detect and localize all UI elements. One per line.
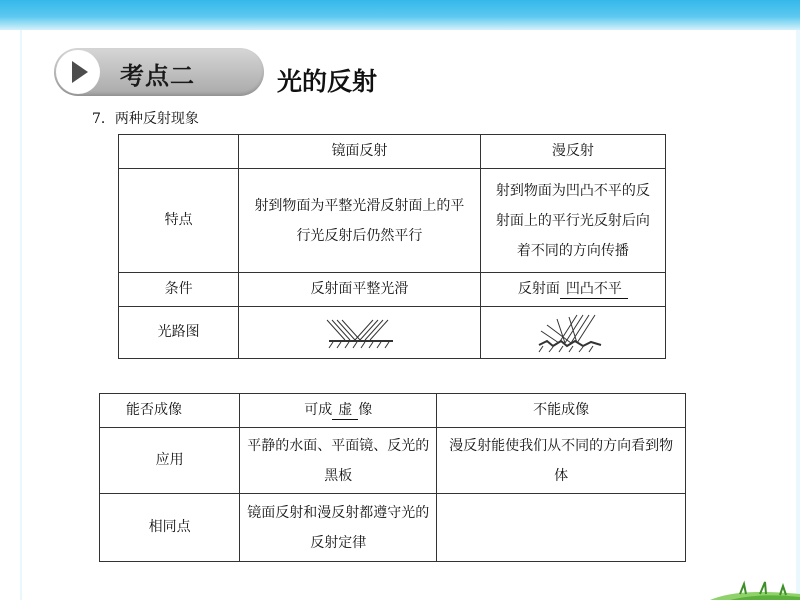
reflection-comparison-table	[118, 134, 666, 359]
application-diffuse-cell: 漫反射能使我们从不同的方向看到物体	[437, 428, 686, 494]
image-specular-suffix: 像	[358, 402, 373, 418]
specular-diagram-cell	[239, 307, 480, 359]
badge-label: 考点二	[120, 62, 195, 90]
row-label-image: 能否成像	[100, 394, 240, 428]
specular-reflection-diagram	[319, 316, 399, 350]
left-border	[20, 30, 22, 600]
common-empty-cell	[437, 494, 686, 562]
application-specular-cell: 平静的水面、平面镜、反光的黑板	[240, 428, 437, 494]
column-header-specular: 镜面反射	[239, 135, 480, 169]
right-border	[796, 30, 800, 600]
image-specular-cell	[240, 394, 437, 428]
feature-diffuse-cell: 射到物面为凹凸不平的反射面上的平行光反射后向着不同的方向传播	[480, 169, 665, 273]
subheading: 7．两种反射现象	[92, 111, 199, 127]
image-diffuse-cell: 不能成像	[437, 394, 686, 428]
row-label-diagram: 光路图	[119, 307, 239, 359]
row-label-condition: 条件	[119, 273, 239, 307]
row-label-feature: 特点	[119, 169, 239, 273]
row-label-common: 相同点	[100, 494, 240, 562]
top-banner	[0, 0, 800, 30]
play-icon	[56, 50, 100, 94]
table-corner-cell	[119, 135, 239, 169]
column-header-diffuse: 漫反射	[480, 135, 665, 169]
section-title: 光的反射	[277, 67, 378, 96]
condition-specular-cell: 反射面平整光滑	[239, 273, 480, 307]
feature-specular-cell: 射到物面为平整光滑反射面上的平行光反射后仍然平行	[239, 169, 480, 273]
grass-decoration-icon	[710, 564, 800, 600]
reflection-property-table	[99, 393, 686, 562]
common-cell: 镜面反射和漫反射都遵守光的反射定律	[240, 494, 437, 562]
image-specular-answer: 虚	[332, 401, 358, 420]
condition-diffuse-cell	[480, 273, 665, 307]
diffuse-reflection-diagram	[533, 313, 613, 353]
row-label-application: 应用	[100, 428, 240, 494]
diffuse-diagram-cell	[480, 307, 665, 359]
condition-diffuse-answer: 凹凸不平	[560, 280, 628, 299]
condition-diffuse-prefix: 反射面	[517, 281, 560, 297]
image-specular-prefix: 可成	[304, 402, 333, 418]
